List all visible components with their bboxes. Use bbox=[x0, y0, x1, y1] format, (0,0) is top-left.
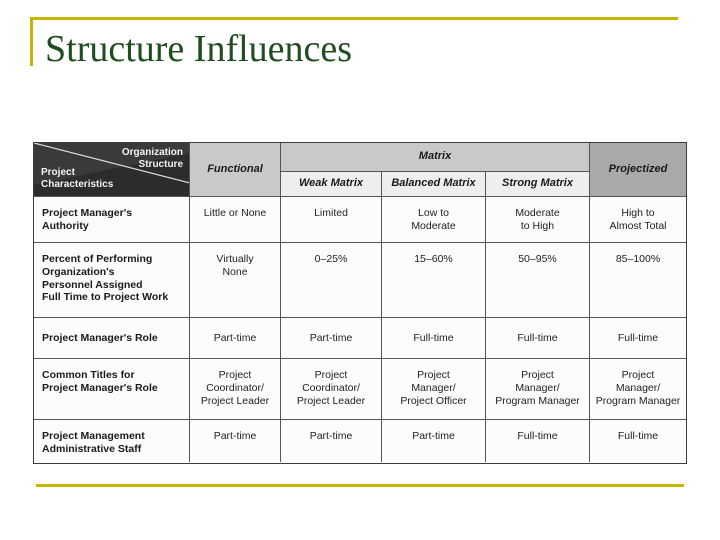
corner-header bbox=[34, 143, 190, 197]
table-cell: Part-time bbox=[190, 318, 281, 359]
row-label-percent-personnel: Percent of Performing Organization's Personnel Assigned Full Time to Project Work bbox=[34, 243, 190, 318]
slide-title: Structure Influences bbox=[45, 28, 353, 70]
decorative-top-line bbox=[30, 17, 678, 20]
decorative-left-line bbox=[30, 17, 33, 66]
table-cell: 50–95% bbox=[486, 243, 590, 318]
table-cell: Project Manager/ Program Manager bbox=[486, 359, 590, 420]
table-cell: Project Coordinator/ Project Leader bbox=[190, 359, 281, 420]
table-cell: Project Manager/ Project Officer bbox=[382, 359, 486, 420]
header-matrix: Matrix bbox=[281, 143, 590, 172]
header-projectized: Projectized bbox=[590, 143, 686, 197]
table-cell: Low to Moderate bbox=[382, 197, 486, 243]
row-label-role: Project Manager's Role bbox=[34, 318, 190, 359]
table-cell: Moderate to High bbox=[486, 197, 590, 243]
project-characteristics-label: Project Characteristics bbox=[41, 167, 114, 190]
table-cell: Part-time bbox=[382, 420, 486, 462]
organization-structure-label: Organization Structure bbox=[121, 147, 183, 170]
header-strong-matrix: Strong Matrix bbox=[486, 172, 590, 197]
table-cell: Virtually None bbox=[190, 243, 281, 318]
organization-structure-table bbox=[33, 142, 687, 464]
table-cell: 0–25% bbox=[281, 243, 382, 318]
row-label-admin-staff: Project Management Administrative Staff bbox=[34, 420, 190, 462]
table-cell: 85–100% bbox=[590, 243, 686, 318]
header-weak-matrix: Weak Matrix bbox=[281, 172, 382, 197]
row-label-common-titles: Common Titles for Project Manager's Role bbox=[34, 359, 190, 420]
table-cell: Full-time bbox=[486, 420, 590, 462]
table-cell: Full-time bbox=[382, 318, 486, 359]
table-cell: Part-time bbox=[281, 420, 382, 462]
row-label-authority: Project Manager's Authority bbox=[34, 197, 190, 243]
header-functional: Functional bbox=[190, 143, 281, 197]
decorative-bottom-line bbox=[36, 484, 684, 487]
table-cell: Part-time bbox=[281, 318, 382, 359]
table-cell: Full-time bbox=[590, 318, 686, 359]
table-cell: Project Coordinator/ Project Leader bbox=[281, 359, 382, 420]
table-cell: Full-time bbox=[617, 430, 659, 442]
table-cell: Part-time bbox=[190, 420, 281, 462]
table-cell: Little or None bbox=[190, 197, 281, 243]
header-balanced-matrix: Balanced Matrix bbox=[382, 172, 486, 197]
table-cell: Project Manager/ Program Manager bbox=[590, 359, 686, 420]
table-cell: High to Almost Total bbox=[590, 197, 686, 243]
table-cell: Full-time bbox=[486, 318, 590, 359]
table-cell: Limited bbox=[281, 197, 382, 243]
table-cell: 15–60% bbox=[382, 243, 486, 318]
